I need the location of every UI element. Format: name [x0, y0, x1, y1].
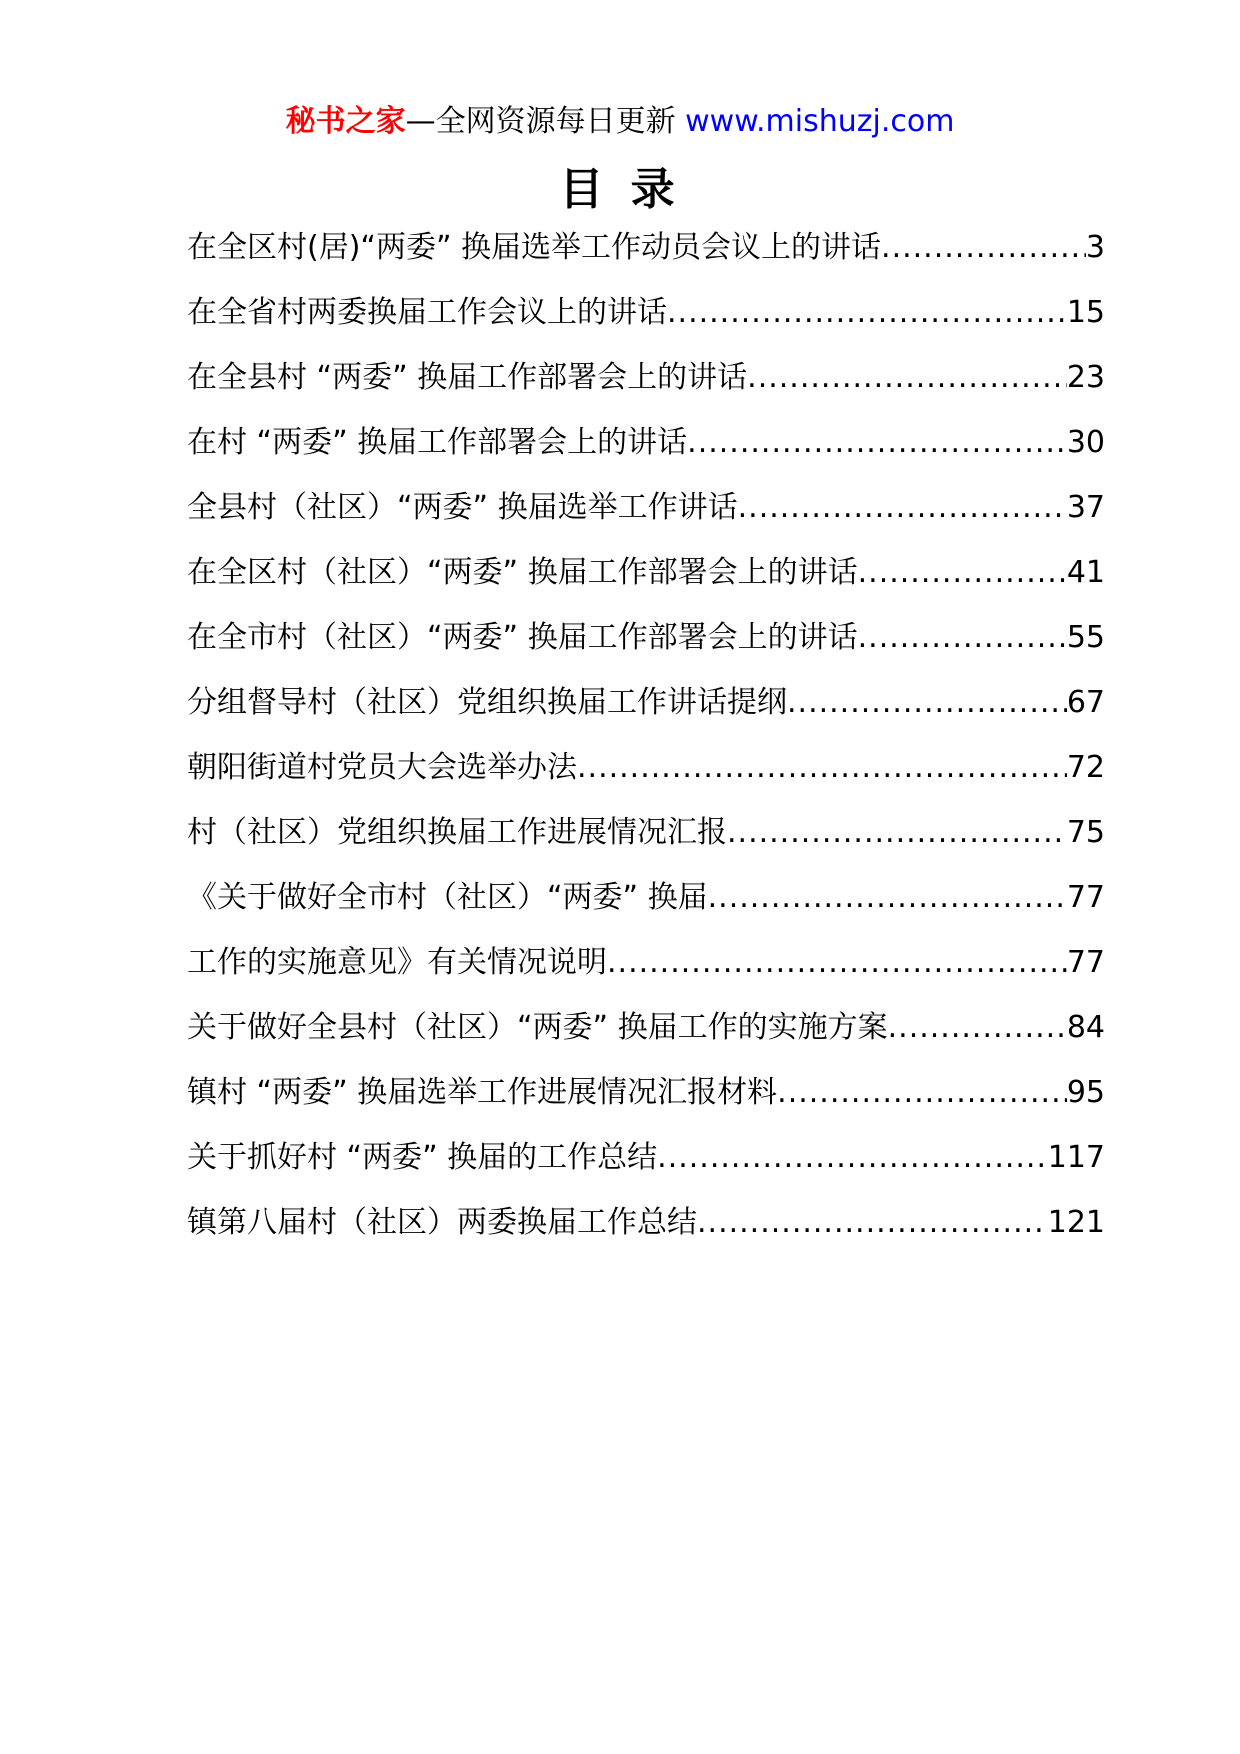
toc-dot-leader [708, 876, 1067, 920]
toc-entry[interactable] [187, 291, 1105, 356]
toc-entry-title: 在全市村（社区）“两委” 换届工作部署会上的讲话 [187, 620, 858, 655]
toc-page-number: 84 [1066, 1010, 1105, 1045]
toc-entry-title: 关于抓好村 “两委” 换届的工作总结 [187, 1140, 658, 1175]
toc-entry-title: 镇第八届村（社区）两委换届工作总结 [187, 1205, 697, 1240]
toc-entry-title: 镇村 “两委” 换届选举工作进展情况汇报材料 [187, 1075, 778, 1110]
toc-dot-leader [888, 1006, 1067, 1050]
toc-entry[interactable] [187, 1071, 1105, 1136]
toc-page-number: 121 [1047, 1205, 1105, 1240]
toc-entry[interactable] [187, 746, 1105, 811]
toc-dot-leader [787, 681, 1067, 725]
toc-entry-title: 在全省村两委换届工作会议上的讲话 [187, 295, 667, 330]
toc-entry-title: 全县村（社区）“两委” 换届选举工作讲话 [187, 490, 738, 525]
toc-page-number: 67 [1066, 685, 1105, 720]
toc-page-number: 77 [1066, 880, 1105, 915]
toc-entry[interactable] [187, 1006, 1105, 1071]
toc-entry[interactable] [187, 356, 1105, 421]
toc-page-number: 15 [1066, 295, 1105, 330]
toc-page-number: 75 [1066, 815, 1105, 850]
toc-dot-leader [881, 226, 1086, 270]
toc-page-number: 55 [1066, 620, 1105, 655]
toc-entry[interactable] [187, 551, 1105, 616]
toc-entry[interactable] [187, 421, 1105, 486]
toc-dot-leader [697, 1201, 1048, 1245]
toc-page-number: 77 [1066, 945, 1105, 980]
toc-dot-leader [747, 356, 1067, 400]
toc-dot-leader [858, 616, 1067, 660]
toc-entry-title: 在全县村 “两委” 换届工作部署会上的讲话 [187, 360, 748, 395]
banner-tagline: —全网资源每日更新 [405, 104, 676, 139]
toc-page-number: 41 [1066, 555, 1105, 590]
toc-dot-leader [667, 291, 1067, 335]
table-of-contents [187, 226, 1105, 1266]
toc-page-number: 23 [1066, 360, 1105, 395]
page-title: 目 录 [559, 164, 681, 215]
toc-dot-leader [607, 941, 1067, 985]
toc-page-number: 72 [1066, 750, 1105, 785]
toc-dot-leader [687, 421, 1067, 465]
toc-dot-leader [858, 551, 1067, 595]
toc-entry[interactable] [187, 616, 1105, 681]
toc-entry-title: 村（社区）党组织换届工作进展情况汇报 [187, 815, 727, 850]
toc-entry-title: 《关于做好全市村（社区）“两委” 换届 [187, 880, 708, 915]
site-url-link[interactable]: www.mishuzj.com [685, 104, 955, 139]
site-banner [0, 100, 1240, 144]
toc-dot-leader [657, 1136, 1048, 1180]
toc-entry[interactable] [187, 681, 1105, 746]
toc-page-number: 37 [1066, 490, 1105, 525]
toc-entry-title: 工作的实施意见》有关情况说明 [187, 945, 607, 980]
toc-entry[interactable] [187, 1201, 1105, 1266]
toc-entry[interactable] [187, 876, 1105, 941]
toc-entry[interactable] [187, 486, 1105, 551]
toc-entry-title: 朝阳街道村党员大会选举办法 [187, 750, 577, 785]
toc-entry[interactable] [187, 226, 1105, 291]
toc-dot-leader [777, 1071, 1067, 1115]
toc-page-number: 117 [1047, 1140, 1105, 1175]
toc-entry-title: 分组督导村（社区）党组织换届工作讲话提纲 [187, 685, 787, 720]
toc-page-number: 95 [1066, 1075, 1105, 1110]
toc-dot-leader [577, 746, 1067, 790]
toc-entry[interactable] [187, 811, 1105, 876]
toc-entry-title: 在村 “两委” 换届工作部署会上的讲话 [187, 425, 688, 460]
toc-entry[interactable] [187, 1136, 1105, 1201]
toc-dot-leader [727, 811, 1067, 855]
brand-name: 秘书之家 [285, 104, 406, 139]
toc-entry[interactable] [187, 941, 1105, 1006]
toc-entry-title: 关于做好全县村（社区）“两委” 换届工作的实施方案 [187, 1010, 888, 1045]
toc-page-number: 30 [1066, 425, 1105, 460]
toc-entry-title: 在全区村(居)“两委” 换届选举工作动员会议上的讲话 [187, 230, 882, 265]
toc-dot-leader [738, 486, 1067, 530]
toc-page-number: 3 [1085, 230, 1105, 265]
toc-entry-title: 在全区村（社区）“两委” 换届工作部署会上的讲话 [187, 555, 858, 590]
